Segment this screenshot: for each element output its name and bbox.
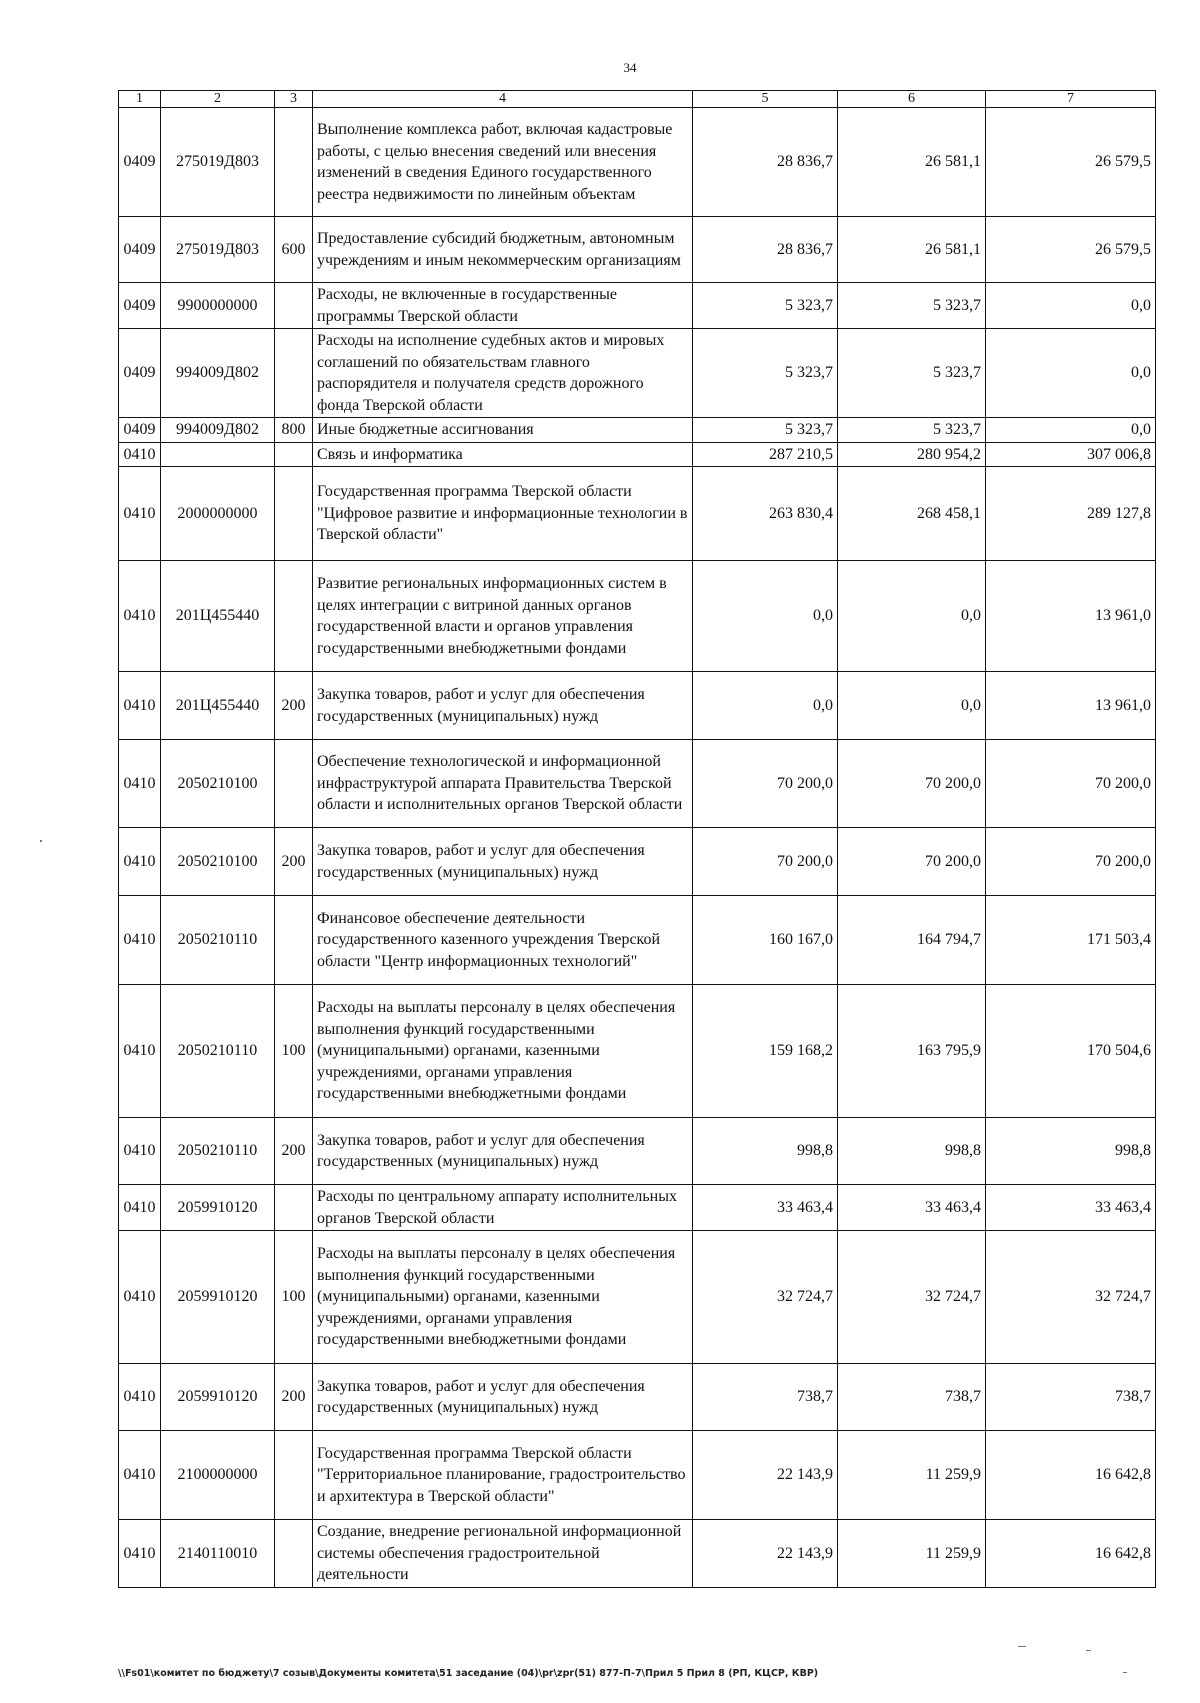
table-row: [119, 283, 1156, 329]
target-article-code: 2059910120: [161, 1185, 275, 1231]
target-article-code: 2050210110: [161, 985, 275, 1118]
expense-type-code: [275, 108, 313, 217]
table-row: [119, 740, 1156, 828]
amount-col5: 28 836,7: [693, 217, 838, 283]
table-row: [119, 985, 1156, 1118]
target-article-code: 2050210110: [161, 896, 275, 985]
table-row: [119, 1231, 1156, 1364]
scan-speck: [1018, 1646, 1026, 1647]
item-name: Расходы на выплаты персоналу в целях обеспечения выполнения функций государственными (муниципальными) органами, казенными учреждениями, органами управления государственными внебюджетными фондами: [313, 985, 693, 1118]
budget-table: [118, 90, 1156, 1588]
amount-col7: 307 006,8: [986, 442, 1156, 467]
expense-type-code: [275, 740, 313, 828]
item-name: Финансовое обеспечение деятельности государственного казенного учреждения Тверской области "Центр информационных технологий": [313, 896, 693, 985]
amount-col5: 998,8: [693, 1118, 838, 1185]
target-article-code: 275019Д803: [161, 217, 275, 283]
target-article-code: 2059910120: [161, 1231, 275, 1364]
section-code: 0410: [119, 985, 161, 1118]
item-name: Расходы, не включенные в государственные программы Тверской области: [313, 283, 693, 329]
amount-col6: 998,8: [838, 1118, 986, 1185]
amount-col7: 171 503,4: [986, 896, 1156, 985]
expense-type-code: [275, 467, 313, 561]
target-article-code: 201Ц455440: [161, 561, 275, 672]
item-name: Предоставление субсидий бюджетным, автономным учреждениям и иным некоммерческим организациям: [313, 217, 693, 283]
expense-type-code: [275, 329, 313, 418]
header-cell: 4: [313, 91, 693, 108]
amount-col7: 16 642,8: [986, 1431, 1156, 1520]
table-row: [119, 108, 1156, 217]
amount-col6: 26 581,1: [838, 108, 986, 217]
header-cell: 6: [838, 91, 986, 108]
expense-type-code: 100: [275, 985, 313, 1118]
item-name: Обеспечение технологической и информационной инфраструктурой аппарата Правительства Тверской области и исполнительных органов Тверской области: [313, 740, 693, 828]
amount-col7: 998,8: [986, 1118, 1156, 1185]
table-row: [119, 896, 1156, 985]
amount-col5: 70 200,0: [693, 740, 838, 828]
header-cell: 2: [161, 91, 275, 108]
amount-col5: 159 168,2: [693, 985, 838, 1118]
section-code: 0409: [119, 217, 161, 283]
amount-col7: 70 200,0: [986, 740, 1156, 828]
amount-col6: 5 323,7: [838, 418, 986, 443]
amount-col7: 0,0: [986, 329, 1156, 418]
table-row: [119, 672, 1156, 740]
table-row: [119, 442, 1156, 467]
section-code: 0410: [119, 442, 161, 467]
amount-col6: 70 200,0: [838, 740, 986, 828]
section-code: 0410: [119, 1118, 161, 1185]
table-row: [119, 1520, 1156, 1588]
item-name: Расходы по центральному аппарату исполнительных органов Тверской области: [313, 1185, 693, 1231]
amount-col7: 26 579,5: [986, 108, 1156, 217]
item-name: Закупка товаров, работ и услуг для обеспечения государственных (муниципальных) нужд: [313, 828, 693, 896]
section-code: 0409: [119, 283, 161, 329]
section-code: 0410: [119, 828, 161, 896]
amount-col6: 163 795,9: [838, 985, 986, 1118]
expense-type-code: [275, 1520, 313, 1588]
amount-col6: 5 323,7: [838, 329, 986, 418]
section-code: 0410: [119, 1520, 161, 1588]
amount-col6: 268 458,1: [838, 467, 986, 561]
amount-col5: 33 463,4: [693, 1185, 838, 1231]
target-article-code: 2050210100: [161, 740, 275, 828]
table-row: [119, 217, 1156, 283]
target-article-code: 2059910120: [161, 1364, 275, 1431]
amount-col6: 33 463,4: [838, 1185, 986, 1231]
scan-speck: [1123, 1672, 1127, 1673]
item-name: Расходы на выплаты персоналу в целях обеспечения выполнения функций государственными (муниципальными) органами, казенными учреждениями, органами управления государственными внебюджетными фондами: [313, 1231, 693, 1364]
section-code: 0409: [119, 108, 161, 217]
table-row: [119, 1364, 1156, 1431]
target-article-code: 2050210100: [161, 828, 275, 896]
item-name: Создание, внедрение региональной информационной системы обеспечения градостроительной деятельности: [313, 1520, 693, 1588]
table-row: [119, 329, 1156, 418]
item-name: Закупка товаров, работ и услуг для обеспечения государственных (муниципальных) нужд: [313, 672, 693, 740]
table-row: [119, 828, 1156, 896]
item-name: Выполнение комплекса работ, включая кадастровые работы, с целью внесения сведений или внесения изменений в сведения Единого государственного реестра недвижимости по линейным объектам: [313, 108, 693, 217]
table-row: [119, 418, 1156, 443]
amount-col5: 5 323,7: [693, 329, 838, 418]
amount-col7: 13 961,0: [986, 672, 1156, 740]
section-code: 0410: [119, 561, 161, 672]
amount-col6: 280 954,2: [838, 442, 986, 467]
expense-type-code: [275, 561, 313, 672]
amount-col7: 289 127,8: [986, 467, 1156, 561]
item-name: Закупка товаров, работ и услуг для обеспечения государственных (муниципальных) нужд: [313, 1364, 693, 1431]
amount-col7: 0,0: [986, 418, 1156, 443]
item-name: Государственная программа Тверской области "Цифровое развитие и информационные технологии в Тверской области": [313, 467, 693, 561]
expense-type-code: 600: [275, 217, 313, 283]
amount-col5: 32 724,7: [693, 1231, 838, 1364]
amount-col6: 70 200,0: [838, 828, 986, 896]
expense-type-code: 200: [275, 828, 313, 896]
amount-col7: 16 642,8: [986, 1520, 1156, 1588]
amount-col5: 160 167,0: [693, 896, 838, 985]
amount-col5: 5 323,7: [693, 283, 838, 329]
amount-col6: 11 259,9: [838, 1431, 986, 1520]
section-code: 0410: [119, 1364, 161, 1431]
section-code: 0409: [119, 418, 161, 443]
item-name: Государственная программа Тверской области "Территориальное планирование, градостроительство и архитектура в Тверской области": [313, 1431, 693, 1520]
amount-col7: 738,7: [986, 1364, 1156, 1431]
expense-type-code: 200: [275, 672, 313, 740]
amount-col6: 11 259,9: [838, 1520, 986, 1588]
amount-col5: 738,7: [693, 1364, 838, 1431]
header-row: [119, 91, 1156, 108]
expense-type-code: 200: [275, 1364, 313, 1431]
section-code: 0410: [119, 1431, 161, 1520]
expense-type-code: [275, 896, 313, 985]
amount-col5: 0,0: [693, 672, 838, 740]
amount-col5: 22 143,9: [693, 1431, 838, 1520]
table-row: [119, 1431, 1156, 1520]
section-code: 0410: [119, 467, 161, 561]
amount-col7: 32 724,7: [986, 1231, 1156, 1364]
target-article-code: 2100000000: [161, 1431, 275, 1520]
table-row: [119, 561, 1156, 672]
header-cell: 5: [693, 91, 838, 108]
amount-col5: 5 323,7: [693, 418, 838, 443]
footer-file-path: \\Fs01\комитет по бюджету\7 созыв\Документы комитета\51 заседание (04)\pr\zpr(51) 877-П-7\Прил 5 Прил 8 (РП, КЦСР, КВР): [118, 1668, 819, 1679]
amount-col6: 0,0: [838, 672, 986, 740]
item-name: Развитие региональных информационных систем в целях интеграции с витриной данных органов государственной власти и органов управления государственными внебюджетными фондами: [313, 561, 693, 672]
expense-type-code: 100: [275, 1231, 313, 1364]
amount-col7: 0,0: [986, 283, 1156, 329]
amount-col6: 738,7: [838, 1364, 986, 1431]
amount-col6: 0,0: [838, 561, 986, 672]
section-code: 0410: [119, 740, 161, 828]
section-code: 0410: [119, 1231, 161, 1364]
target-article-code: 201Ц455440: [161, 672, 275, 740]
amount-col6: 164 794,7: [838, 896, 986, 985]
amount-col5: 0,0: [693, 561, 838, 672]
header-cell: 3: [275, 91, 313, 108]
amount-col7: 26 579,5: [986, 217, 1156, 283]
target-article-code: 2050210110: [161, 1118, 275, 1185]
target-article-code: 2140110010: [161, 1520, 275, 1588]
section-code: 0410: [119, 896, 161, 985]
section-code: 0410: [119, 1185, 161, 1231]
scan-speck: [40, 840, 42, 842]
target-article-code: 275019Д803: [161, 108, 275, 217]
target-article-code: 9900000000: [161, 283, 275, 329]
amount-col7: 70 200,0: [986, 828, 1156, 896]
expense-type-code: 800: [275, 418, 313, 443]
scan-speck: [1086, 1650, 1091, 1651]
table-row: [119, 467, 1156, 561]
amount-col7: 170 504,6: [986, 985, 1156, 1118]
item-name: Расходы на исполнение судебных актов и мировых соглашений по обязательствам главного распорядителя и получателя средств дорожного фонда Тверской области: [313, 329, 693, 418]
target-article-code: 2000000000: [161, 467, 275, 561]
expense-type-code: [275, 1185, 313, 1231]
header-cell: 1: [119, 91, 161, 108]
expense-type-code: [275, 283, 313, 329]
target-article-code: [161, 442, 275, 467]
header-cell: 7: [986, 91, 1156, 108]
amount-col5: 263 830,4: [693, 467, 838, 561]
amount-col5: 22 143,9: [693, 1520, 838, 1588]
table-row: [119, 1118, 1156, 1185]
section-code: 0409: [119, 329, 161, 418]
page-number: 34: [623, 60, 637, 75]
amount-col7: 13 961,0: [986, 561, 1156, 672]
target-article-code: 994009Д802: [161, 329, 275, 418]
amount-col5: 28 836,7: [693, 108, 838, 217]
expense-type-code: [275, 1431, 313, 1520]
amount-col6: 5 323,7: [838, 283, 986, 329]
target-article-code: 994009Д802: [161, 418, 275, 443]
amount-col5: 287 210,5: [693, 442, 838, 467]
item-name: Связь и информатика: [313, 442, 693, 467]
expense-type-code: [275, 442, 313, 467]
amount-col6: 32 724,7: [838, 1231, 986, 1364]
table-row: [119, 1185, 1156, 1231]
amount-col5: 70 200,0: [693, 828, 838, 896]
amount-col7: 33 463,4: [986, 1185, 1156, 1231]
amount-col6: 26 581,1: [838, 217, 986, 283]
expense-type-code: 200: [275, 1118, 313, 1185]
item-name: Иные бюджетные ассигнования: [313, 418, 693, 443]
item-name: Закупка товаров, работ и услуг для обеспечения государственных (муниципальных) нужд: [313, 1118, 693, 1185]
section-code: 0410: [119, 672, 161, 740]
